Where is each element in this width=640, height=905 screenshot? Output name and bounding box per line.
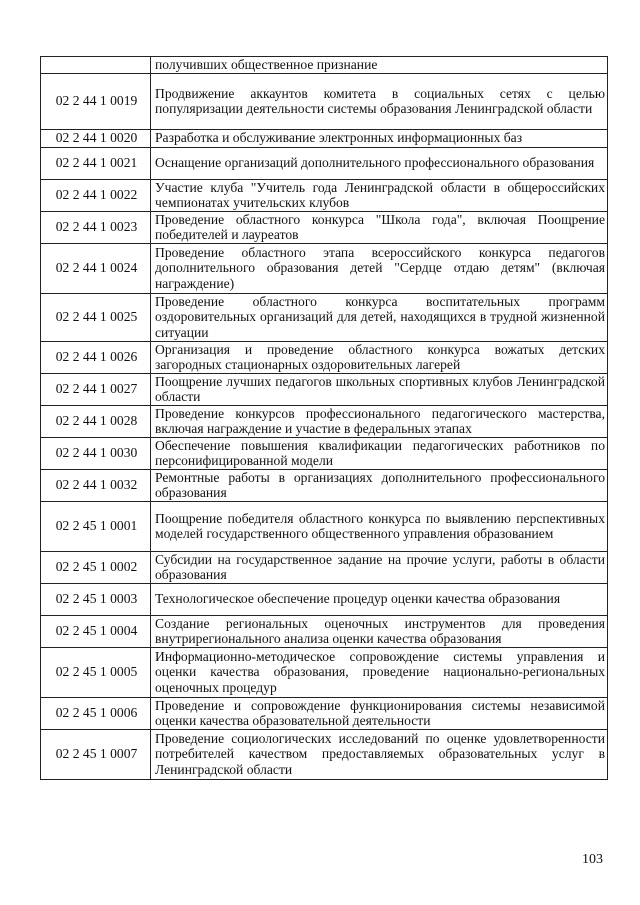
row-description: Оснащение организаций дополнительного профессионального образования xyxy=(151,147,608,179)
table-row xyxy=(41,179,608,211)
row-description: Проведение социологических исследований по оценке удовлетворенности потребителей качеством предоставляемых образовательных услуг в Ленинградской области xyxy=(151,729,608,779)
table-row xyxy=(41,293,608,341)
table-row xyxy=(41,405,608,437)
row-code xyxy=(41,57,151,74)
row-description: Проведение областного конкурса воспитательных программ оздоровительных организаций для детей, находящихся в трудной жизненной ситуации xyxy=(151,293,608,341)
table-row xyxy=(41,501,608,551)
table-body xyxy=(41,57,608,780)
row-code: 02 2 44 1 0020 xyxy=(41,129,151,147)
row-description: Обеспечение повышения квалификации педагогических работников по персонифицированной модели xyxy=(151,437,608,469)
row-code: 02 2 45 1 0003 xyxy=(41,583,151,615)
row-code: 02 2 44 1 0027 xyxy=(41,373,151,405)
row-code: 02 2 44 1 0028 xyxy=(41,405,151,437)
table-row xyxy=(41,341,608,373)
page-number: 103 xyxy=(582,852,603,867)
table-row xyxy=(41,437,608,469)
row-code: 02 2 44 1 0019 xyxy=(41,73,151,129)
row-description: Участие клуба "Учитель года Ленинградской области в общероссийских чемпионатах учительских клубов xyxy=(151,179,608,211)
row-code: 02 2 44 1 0025 xyxy=(41,293,151,341)
row-description: Проведение конкурсов профессионального педагогического мастерства, включая награждение и участие в федеральных этапах xyxy=(151,405,608,437)
table-row xyxy=(41,73,608,129)
row-description: получивших общественное признание xyxy=(151,57,608,74)
budget-codes-table xyxy=(40,56,608,780)
row-code: 02 2 45 1 0005 xyxy=(41,647,151,697)
table-row xyxy=(41,647,608,697)
row-description: Продвижение аккаунтов комитета в социальных сетях с целью популяризации деятельности системы образования Ленинградской области xyxy=(151,73,608,129)
row-code: 02 2 45 1 0007 xyxy=(41,729,151,779)
row-description: Разработка и обслуживание электронных информационных баз xyxy=(151,129,608,147)
row-description: Ремонтные работы в организациях дополнительного профессионального образования xyxy=(151,469,608,501)
table-row xyxy=(41,129,608,147)
table-row xyxy=(41,583,608,615)
row-description: Поощрение победителя областного конкурса по выявлению перспективных моделей государственного общественного управления образованием xyxy=(151,501,608,551)
row-description: Проведение и сопровождение функционирования системы независимой оценки качества образовательной деятельности xyxy=(151,697,608,729)
row-code: 02 2 44 1 0030 xyxy=(41,437,151,469)
table-row xyxy=(41,147,608,179)
row-description: Создание региональных оценочных инструментов для проведения внутрирегионального анализа оценки качества образования xyxy=(151,615,608,647)
table-row xyxy=(41,373,608,405)
table-row xyxy=(41,615,608,647)
row-code: 02 2 44 1 0032 xyxy=(41,469,151,501)
table-row xyxy=(41,243,608,293)
row-code: 02 2 45 1 0001 xyxy=(41,501,151,551)
table-row xyxy=(41,697,608,729)
table-row xyxy=(41,551,608,583)
row-code: 02 2 44 1 0026 xyxy=(41,341,151,373)
row-description: Проведение областного этапа всероссийского конкурса педагогов дополнительного образования детей "Сердце отдаю детям" (включая награждение) xyxy=(151,243,608,293)
table-row xyxy=(41,469,608,501)
row-description: Проведение областного конкурса "Школа года", включая Поощрение победителей и лауреатов xyxy=(151,211,608,243)
row-code: 02 2 44 1 0023 xyxy=(41,211,151,243)
table-row xyxy=(41,57,608,74)
table-row xyxy=(41,211,608,243)
row-code: 02 2 45 1 0002 xyxy=(41,551,151,583)
row-code: 02 2 45 1 0006 xyxy=(41,697,151,729)
row-code: 02 2 44 1 0024 xyxy=(41,243,151,293)
table-row xyxy=(41,729,608,779)
row-code: 02 2 45 1 0004 xyxy=(41,615,151,647)
row-description: Организация и проведение областного конкурса вожатых детских загородных стационарных оздоровительных лагерей xyxy=(151,341,608,373)
row-description: Информационно-методическое сопровождение системы управления и оценки качества образования, проведение национально-региональных оценочных процедур xyxy=(151,647,608,697)
row-description: Технологическое обеспечение процедур оценки качества образования xyxy=(151,583,608,615)
row-description: Субсидии на государственное задание на прочие услуги, работы в области образования xyxy=(151,551,608,583)
row-code: 02 2 44 1 0021 xyxy=(41,147,151,179)
row-code: 02 2 44 1 0022 xyxy=(41,179,151,211)
row-description: Поощрение лучших педагогов школьных спортивных клубов Ленинградской области xyxy=(151,373,608,405)
